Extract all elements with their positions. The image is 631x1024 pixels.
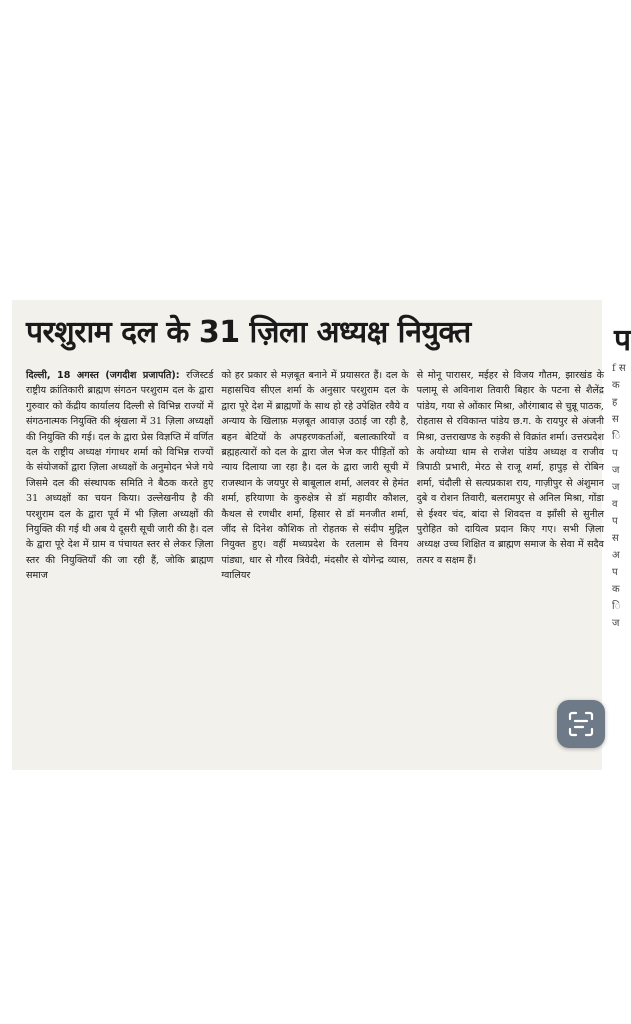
byline: दिल्ली, 18 अगस्त (जगदीश प्रजापति):: [26, 370, 187, 381]
article-column-2: [221, 368, 408, 763]
headline: परशुराम दल के 31 ज़िला अध्यक्ष नियुक्त: [26, 315, 471, 350]
text-scan-button[interactable]: [557, 700, 605, 748]
text-scan-icon: [567, 710, 595, 738]
column-1-text: रजिस्टर्ड राष्ट्रीय क्रांतिकारी ब्राह्मण संगठन परशुराम दल के द्वारा गुरुवार को केंद्रीय कार्यालय दिल्ली से विभिन्न राज्यों में संगठनात्मक नियुक्ति की श्रृंखला में 31 ज़िला अध्यक्षों की नियुक्ति की गई। दल के द्वारा प्रेस विज्ञप्ति में वर्णित दल के राष्ट्रीय अध्यक्ष गंगाधर शर्मा को विभिन्न राज्यों के संयोजकों द्वारा ज़िला अध्यक्षों के अनुमोदन भेजे गये जिसमे दल की संस्थापक समिति ने बैठक करते हुए 31 अध्यक्षों का चयन किया। उल्लेखनीय है की परशुराम दल के द्वारा पूर्व में भी ज़िला अध्यक्षों की नियुक्ति की गई थी अब ये दूसरी सूची जारी की है। दल के द्वारा पूरे देश में ग्राम व पंचायत स्तर से लेकर ज़िला स्तर की नियुक्तियाँ की जा रही हैं, जोकि ब्राह्मण समाज: [26, 370, 214, 582]
column-3-text: से मोनू पारासर, मईहर से विजय गौतम, झारखंड के पलामू से अविनाश तिवारी बिहार के पटना से शैलेंद्र पांडेय, गया से ओंकार मिश्रा, औरंगाबाद से चुन्नू पाठक, रोहतास से रविकान्त पांडेय छ.ग. के रायपुर से अंजनी मिश्रा, उत्तराखण्ड के रुड़की से विक्रांत शर्मा। उत्तरप्रदेश के अयोध्या धाम से राजेश पांडेय अध्यक्ष व राजीव त्रिपाठी प्रभारी, मेरठ से राजू शर्मा, हापुड़ से रोबिन शर्मा, चंदौली से सत्यप्रकाश राय, गाज़ीपुर से अंशुमान दुबे व रोशन तिवारी, बलरामपुर से अनिल मिश्रा, गोंडा से ईश्वर चंद, बांदा से शिवदत्त व झाँसी से सुनील पुरोहित को दायित्व प्रदान किए गए। सभी ज़िला अध्यक्ष उच्च शिक्षित व ब्राह्मण समाज के सेवा में सदैव तत्पर व सक्षम हैं।: [416, 370, 604, 566]
newspaper-clipping: [12, 300, 602, 770]
adjacent-article-text: f स क ह स ि प ज ज व प स अ प क ि ज: [612, 363, 626, 629]
adjacent-article-title: प: [614, 323, 631, 358]
column-2-text: को हर प्रकार से मज़बूत बनाने में प्रयासरत हैं। दल के महासचिव सीएल शर्मा के अनुसार परशुराम दल के द्वारा पूरे देश में ब्राह्मणों के साथ हो रहे उपेक्षित रवैये व अन्याय के खिलाफ़ मज़बूत आवाज़ उठाई जा रही है, बहन बेटियों के अपहरणकर्ताओं, बलात्कारियों व ब्रह्महत्यारों को दल के द्वारा जेल भेज कर पीड़ितों को न्याय दिलाया जा रहा है। दल के द्वारा जारी सूची में राजस्थान के जयपुर से बाबूलाल शर्मा, अलवर से हेमंत शर्मा, हरियाणा के कुरुक्षेत्र से डॉ महावीर कौशल, कैथल से रणधीर शर्मा, हिसार से डॉ मनजीत शर्मा, जींद से दिनेश कौशिक तो रोहतक से संदीप मुद्गिल नियुक्त हुए। वहीं मध्यप्रदेश के रतलाम से विनय पांड्या, धार से गौरव त्रिवेदी, मंदसौर से योगेन्द्र व्यास, ग्वालियर: [221, 370, 409, 582]
article-column-1: [26, 368, 213, 763]
article-columns: [26, 368, 604, 763]
